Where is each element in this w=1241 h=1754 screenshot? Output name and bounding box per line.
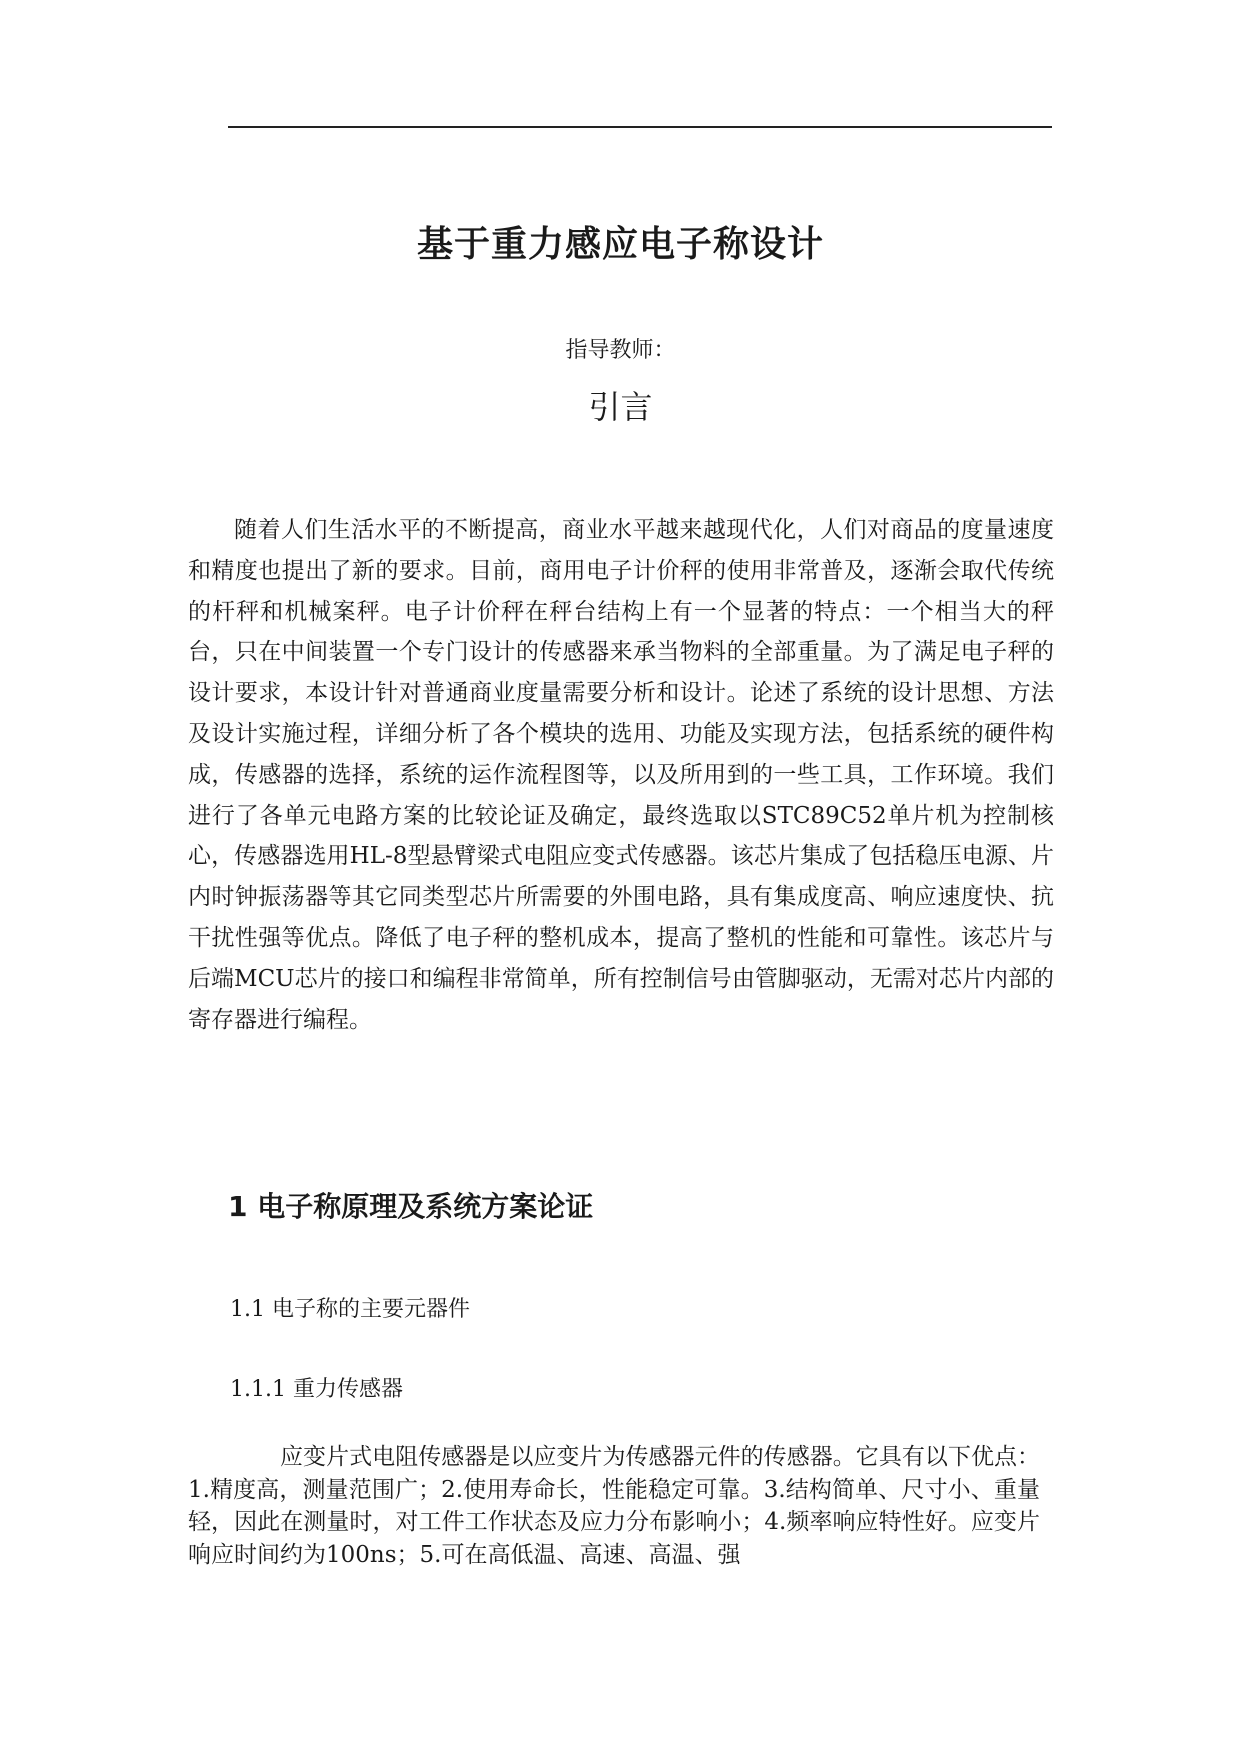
header-rule [228,126,1052,128]
section-1-heading: 1 电子称原理及系统方案论证 [228,1190,594,1223]
subsection-1-1-1-heading: 1.1.1 重力传感器 [230,1377,403,1402]
advisor-label: 指导教师： [565,338,676,363]
intro-heading: 引言 [588,388,653,426]
subsection-1-1-heading: 1.1 电子称的主要元器件 [230,1297,470,1322]
sensor-paragraph: 应变片式电阻传感器是以应变片为传感器元件的传感器。它具有以下优点：1.精度高，测量范围广；2.使用寿命长，性能稳定可靠。3.结构简单、尺寸小、重量轻，因此在测量时，对工件工作状态及应力分布影响小；4.频率响应特性好。应变片响应时间约为100ns；5.可在高低温、高速、高温、强 [188,1444,1040,1568]
document-title: 基于重力感应电子称设计 [416,224,824,265]
intro-paragraph: 随着人们生活水平的不断提高，商业水平越来越现代化，人们对商品的度量速度和精度也提出了新的要求。目前，商用电子计价秤的使用非常普及，逐渐会取代传统的杆秤和机械案秤。电子计价秤在秤台结构上有一个显著的特点：一个相当大的秤台，只在中间装置一个专门设计的传感器来承当物料的全部重量。为了满足电子秤的设计要求，本设计针对普通商业度量需要分析和设计。论述了系统的设计思想、方法及设计实施过程，详细分析了各个模块的选用、功能及实现方法，包括系统的硬件构成，传感器的选择，系统的运作流程图等，以及所用到的一些工具，工作环境。我们进行了各单元电路方案的比较论证及确定，最终选取以STC89C52单片机为控制核心，传感器选用HL-8型悬臂梁式电阻应变式传感器。该芯片集成了包括稳压电源、片内时钟振荡器等其它同类型芯片所需要的外围电路，具有集成度高、响应速度快、抗干扰性强等优点。降低了电子秤的整机成本，提高了整机的性能和可靠性。该芯片与后端MCU芯片的接口和编程非常简单，所有控制信号由管脚驱动，无需对芯片内部的寄存器进行编程。 [188,517,1054,1033]
